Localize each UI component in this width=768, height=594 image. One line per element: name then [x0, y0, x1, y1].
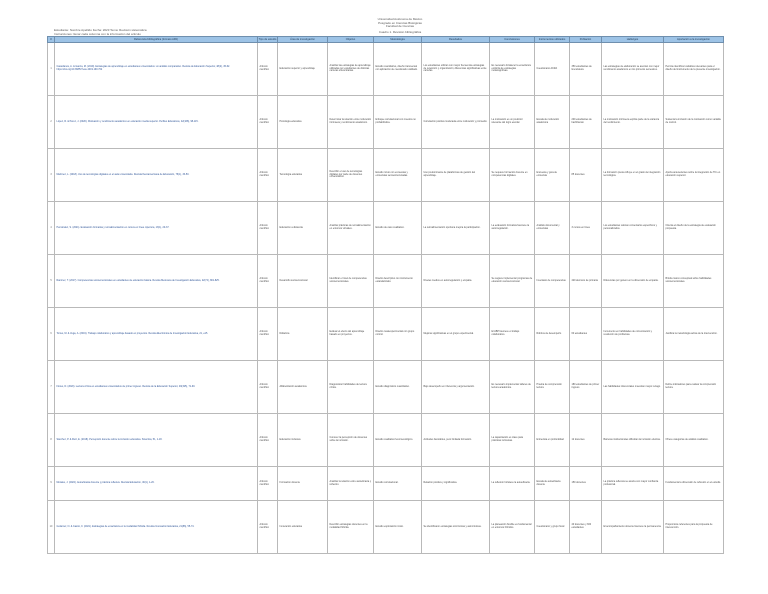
cell-text: El ABP favorece el trabajo colaborativo.	[491, 330, 520, 336]
table-row	[48, 467, 724, 501]
table-cell-hall	[602, 43, 664, 96]
table-cell-hall	[602, 467, 664, 501]
cell-text: 40 docentes y 300 estudiantes	[571, 523, 592, 529]
table-cell-res	[422, 255, 490, 308]
cell-text: Fundamenta la dimensión de reflexión en el estudio.	[665, 481, 721, 485]
table-cell-met	[374, 96, 422, 149]
cell-text: Las habilidades inferenciales muestran mayor rezago.	[603, 384, 661, 388]
cell-text: Estudio cuantitativo, diseño transversal con aplicación de cuestionario validado.	[375, 65, 418, 71]
cell-text: Artículo científico	[259, 277, 269, 283]
cell-text: Los estudiantes valoran comentarios específicos y personalizados.	[603, 224, 657, 230]
table-cell-n	[48, 255, 55, 308]
table-row	[48, 255, 724, 308]
document-title: Cuadro 1. Revisión bibliográfica	[378, 29, 422, 34]
table-cell-inst	[535, 255, 570, 308]
table-cell-conc	[490, 43, 535, 96]
table-cell-conc	[490, 202, 535, 255]
table-cell-area	[278, 96, 328, 149]
cell-text: Diseño cuasiexperimental con grupo control.	[375, 330, 415, 336]
cell-text: Artículo científico	[259, 436, 269, 442]
cell-text: Martínez, L. (2018). Uso de tecnologías digitales en el aula universitaria. Revista Iberoamericana de Educación, 76(1), 33-50.	[56, 172, 190, 176]
table-cell-pob	[570, 43, 602, 96]
column-header: Conclusiones	[490, 37, 535, 43]
table-cell-tipo	[258, 255, 278, 308]
cell-text: Las estrategias de elaboración se asocian con mejor rendimiento académico en los primeros semestres.	[603, 65, 660, 71]
table-cell-ref	[55, 361, 258, 414]
table-cell-aport	[664, 96, 724, 149]
table-cell-ref	[55, 43, 258, 96]
table-cell-n	[48, 149, 55, 202]
table-cell-conc	[490, 361, 535, 414]
table-cell-obj	[328, 414, 374, 467]
column-header: Referencia bibliográfica (formato APA)	[55, 37, 258, 43]
table-cell-n	[48, 467, 55, 501]
cell-text: Uso predominante de plataformas de gestión del aprendizaje.	[423, 171, 476, 177]
cell-text: 2	[50, 119, 52, 123]
table-cell-aport	[664, 501, 724, 554]
cell-text: 5	[50, 278, 52, 282]
table-cell-aport	[664, 202, 724, 255]
table-row	[48, 501, 724, 554]
table-cell-tipo	[258, 202, 278, 255]
table-row	[48, 43, 724, 96]
cell-text: Artículo científico	[259, 224, 269, 230]
cell-text: La evaluación formativa favorece la autorregulación.	[491, 224, 530, 230]
table-cell-hall	[602, 501, 664, 554]
cell-text: 7	[50, 384, 52, 388]
table-cell-met	[374, 361, 422, 414]
cell-text: La capacitación es clave para prácticas inclusivas.	[491, 436, 523, 442]
cell-text: Conocer la percepción de docentes sobre la inclusión.	[329, 436, 368, 442]
column-header: Tipo de estudio	[258, 38, 277, 41]
table-cell-met	[374, 43, 422, 96]
cell-text: Ofrece categorías de análisis cualitativo.	[665, 437, 709, 441]
table-cell-area	[278, 149, 328, 202]
table-cell-aport	[664, 467, 724, 501]
table-cell-tipo	[258, 414, 278, 467]
table-cell-conc	[490, 308, 535, 361]
table-cell-pob	[570, 501, 602, 554]
table-cell-tipo	[258, 501, 278, 554]
cell-text: Cuestionario y grupo focal	[536, 524, 565, 528]
table-cell-area	[278, 43, 328, 96]
table-cell-aport	[664, 414, 724, 467]
table-cell-res	[422, 149, 490, 202]
cell-text: La retroalimentación oportuna mejora la participación.	[423, 225, 481, 229]
cell-text: El acompañamiento docente favorece la permanencia.	[603, 524, 662, 528]
cell-text: 10	[49, 524, 53, 528]
cell-text: Hernández, S. (2021). Evaluación formativa y retroalimentación en cursos en línea. Apertura, 13(1), 20-37.	[56, 225, 170, 229]
table-row	[48, 96, 724, 149]
cell-text: Es necesario fortalecer la enseñanza explícita de estrategias metacognitivas.	[491, 63, 531, 73]
table-cell-aport	[664, 43, 724, 96]
column-header: Área de investigación	[278, 37, 328, 43]
cell-text: Didáctica	[279, 331, 290, 335]
cell-text: 3 cursos en línea	[571, 225, 590, 229]
cell-text: Escala de motivación académica	[536, 118, 560, 124]
cell-text: Artículo científico	[259, 479, 269, 486]
cell-text: Artículo científico	[259, 383, 269, 389]
meta-line-2: Instrucciones: llenar cada columna con la información del artículo	[54, 31, 141, 36]
cell-text: 60 estudiantes	[571, 331, 588, 335]
table-cell-pob	[570, 467, 602, 501]
table-cell-hall	[602, 202, 664, 255]
table-cell-tipo	[258, 96, 278, 149]
column-header: Hallazgos	[602, 37, 664, 43]
table-cell-inst	[535, 501, 570, 554]
table-cell-inst	[535, 202, 570, 255]
cell-text: 12 docentes	[571, 437, 585, 441]
table-cell-met	[374, 501, 422, 554]
cell-text: Ramírez, T. (2017). Competencias socioemocionales en estudiantes de educación básica. Revista Mexicana de Investigación Educativa, 22(74), 801-825.	[56, 278, 220, 282]
cell-text: Artículo científico	[259, 330, 269, 336]
table-cell-met	[374, 308, 422, 361]
cell-text: Prueba de comprensión lectora	[536, 383, 562, 389]
cell-text: Se sugiere implementar programas de educación socioemocional.	[491, 277, 533, 283]
cell-text: Sánchez, P. & Ruiz, E. (2018). Percepción docente sobre la inclusión educativa. Sinéctica, 51, 1-18.	[56, 437, 163, 441]
table-cell-inst	[535, 308, 570, 361]
table-cell-inst	[535, 43, 570, 96]
table-cell-met	[374, 202, 422, 255]
table-cell-conc	[490, 96, 535, 149]
column-header: Aportación a la investigación	[664, 37, 724, 43]
table-cell-inst	[535, 361, 570, 414]
review-table	[47, 36, 724, 554]
table-cell-met	[374, 149, 422, 202]
cell-text: Proporciona referentes para la propuesta de intervención.	[665, 523, 713, 529]
cell-text: Tecnología educativa	[279, 172, 302, 176]
table-cell-n	[48, 414, 55, 467]
cell-text: Gutiérrez, N. & Castro, F. (2021). Estrategias de enseñanza en la modalidad híbrida. Revista Innovación Educativa, 21(86), 55-74.	[56, 524, 195, 528]
cell-text: Flores, D. (2020). Lectura crítica en estudiantes universitarios de primer ingreso. Revista de la Educación Superior, 49(195), 71-90.	[56, 384, 196, 388]
table-cell-inst	[535, 414, 570, 467]
cell-text: Inventario de competencias	[536, 278, 566, 282]
cell-text: Castellanos, A. & García, M. (2019). Estrategias de aprendizaje en estudiantes universitarios: un análisis comparativo. Revista de Educación Superior, 48(2), 45-62. https://doi.org/10.36857/resu.2019.190.702	[56, 65, 231, 71]
cell-text: Rúbrica de desempeño	[536, 331, 562, 335]
table-cell-ref	[55, 414, 258, 467]
cell-text: Relación positiva y significativa.	[423, 481, 458, 485]
table-cell-inst	[535, 96, 570, 149]
cell-text: Se requiere formación docente en competencias digitales.	[491, 171, 528, 177]
cell-text: Análisis documental y entrevistas	[536, 224, 560, 230]
header-line-3: Facultad de Ciencias	[385, 24, 414, 29]
table-cell-res	[422, 43, 490, 96]
cell-text: Barreras institucionales dificultan la inclusión efectiva.	[603, 437, 661, 441]
cell-text: Estudio correlacional.	[375, 481, 399, 485]
cell-text: Determinar la relación entre motivación intrínseca y rendimiento académico.	[329, 118, 372, 124]
table-cell-n	[48, 361, 55, 414]
cell-text: Los estudiantes utilizan con mayor frecuencia estrategias de repetición y organización; diferencias significativas entre carreras.	[423, 63, 487, 73]
table-cell-inst	[535, 467, 570, 501]
cell-text: Describir el uso de tecnologías digitales por parte de docentes universitarios.	[329, 169, 363, 179]
table-cell-met	[374, 414, 422, 467]
table-cell-pob	[570, 255, 602, 308]
cell-text: Aporta antecedentes sobre la integración de TIC en educación superior.	[665, 171, 721, 177]
cell-text: Alfabetización académica	[279, 384, 307, 388]
table-cell-pob	[570, 96, 602, 149]
table-cell-area	[278, 467, 328, 501]
cell-text: Permite identificar variables relevantes para el diseño del instrumento de la presente investigación.	[665, 65, 721, 71]
table-cell-n	[48, 202, 55, 255]
table-cell-conc	[490, 255, 535, 308]
table-cell-area	[278, 414, 328, 467]
cell-text: López, R. & Pérez, J. (2020). Motivación y rendimiento académico en educación media superior. Perfiles Educativos, 42(168), 98-115.	[56, 119, 199, 123]
table-cell-obj	[328, 255, 374, 308]
table-cell-obj	[328, 202, 374, 255]
cell-text: Brinda marco conceptual sobre habilidades socioemocionales.	[665, 277, 712, 283]
table-cell-area	[278, 501, 328, 554]
table-row	[48, 361, 724, 414]
table-cell-obj	[328, 96, 374, 149]
cell-text: Psicología educativa	[279, 119, 302, 123]
cell-text: Artículo científico	[259, 65, 269, 71]
table-cell-tipo	[258, 467, 278, 501]
table-cell-obj	[328, 467, 374, 501]
table-cell-tipo	[258, 361, 278, 414]
cell-text: La práctica reflexiva se asocia con mayor confianza profesional.	[603, 479, 659, 486]
column-header: Población	[570, 37, 602, 43]
cell-text: Identificar el nivel de competencias socioemocionales.	[329, 277, 367, 283]
table-cell-conc	[490, 467, 535, 501]
table-cell-hall	[602, 308, 664, 361]
table-cell-hall	[602, 96, 664, 149]
column-header: Metodología	[374, 37, 422, 43]
table-cell-tipo	[258, 149, 278, 202]
header-line-2: Posgrado en Ciencias Biológicas	[378, 20, 422, 25]
table-cell-tipo	[258, 43, 278, 96]
cell-text: 8	[50, 437, 52, 441]
table-cell-conc	[490, 414, 535, 467]
cell-text: Artículo científico	[259, 171, 269, 177]
cell-text: Analizar prácticas de retroalimentación en entornos virtuales.	[329, 224, 371, 230]
cell-text: 85 docentes	[571, 172, 585, 176]
cell-text: 3	[50, 172, 52, 176]
column-header: Resultados	[422, 37, 490, 43]
table-cell-aport	[664, 149, 724, 202]
cell-text: Educación superior y aprendizaje	[279, 66, 315, 70]
column-header: #	[48, 37, 55, 43]
cell-text: La formación previa influye en el grado de integración tecnológica.	[603, 171, 661, 177]
cell-text: Actitudes favorables, pero limitada formación.	[423, 437, 472, 441]
table-cell-ref	[55, 202, 258, 255]
meta-line-1: Estudiante: Nombre Apellido Fecha: 2023 Tema: Revisión sistemática	[54, 28, 147, 32]
cell-text: Entrevista en profundidad	[536, 437, 564, 441]
table-cell-pob	[570, 414, 602, 467]
cell-text: La reflexión fortalece la autoeficacia.	[491, 481, 531, 485]
table-cell-pob	[570, 202, 602, 255]
table-row	[48, 149, 724, 202]
cell-text: Torres, M. & Vega, A. (2019). Trabajo colaborativo y aprendizaje basado en proyectos. Revista Electrónica de Investigación Educativa, 21, e15.	[56, 331, 208, 335]
cell-text: 1	[50, 66, 52, 70]
cell-text: Correlación positiva moderada entre motivación y promedio.	[423, 119, 488, 123]
cell-text: Orienta el diseño de la estrategia de evaluación propuesta.	[665, 224, 717, 230]
table-cell-n	[48, 43, 55, 96]
cell-text: Evaluar el efecto del aprendizaje basado en proyectos.	[329, 330, 365, 336]
table-cell-hall	[602, 361, 664, 414]
cell-text: 6	[50, 331, 52, 335]
cell-text: Estudio cualitativo fenomenológico.	[375, 437, 413, 441]
cell-text: Desarrollo socioemocional	[279, 278, 308, 282]
table-row	[48, 308, 724, 361]
table-cell-met	[374, 467, 422, 501]
table-cell-inst	[535, 149, 570, 202]
table-cell-met	[374, 255, 422, 308]
table-cell-obj	[328, 308, 374, 361]
table-cell-conc	[490, 501, 535, 554]
cell-text: La motivación es un predictor relevante del logro escolar.	[491, 118, 523, 124]
table-cell-ref	[55, 308, 258, 361]
cell-text: Estudio mixto con encuestas y entrevistas semiestructuradas.	[375, 171, 408, 177]
table-cell-res	[422, 96, 490, 149]
table-cell-res	[422, 308, 490, 361]
table-cell-pob	[570, 149, 602, 202]
cell-text: Estudio diagnóstico cuantitativo.	[375, 384, 410, 388]
cell-text: 180 estudiantes de primer ingreso	[571, 383, 600, 389]
table-cell-aport	[664, 255, 724, 308]
table-cell-pob	[570, 308, 602, 361]
cell-text: Cuestionario ACRA	[536, 66, 558, 70]
table-cell-res	[422, 501, 490, 554]
cell-text: Morales, J. (2022). Autoeficacia docente y práctica reflexiva. Revista Educación, 46(1), 1-20.	[56, 481, 155, 485]
table-cell-hall	[602, 149, 664, 202]
cell-text: 4	[50, 225, 52, 229]
table-cell-area	[278, 361, 328, 414]
cell-text: 9	[50, 481, 52, 485]
table-cell-obj	[328, 149, 374, 202]
cell-text: Educación a distancia	[279, 225, 303, 229]
table-cell-obj	[328, 43, 374, 96]
table-cell-hall	[602, 255, 664, 308]
cell-text: Define indicadores para evaluar la comprensión lectora.	[665, 383, 717, 389]
table-cell-obj	[328, 361, 374, 414]
cell-text: Diagnosticar habilidades de lectura crítica.	[329, 383, 367, 389]
cell-text: Formación docente	[279, 481, 300, 485]
table-cell-ref	[55, 501, 258, 554]
table-cell-res	[422, 467, 490, 501]
cell-text: Mejoras significativas en el grupo experimental.	[423, 331, 474, 335]
table-row	[48, 202, 724, 255]
table-row	[48, 414, 724, 467]
cell-text: Sustenta la inclusión de la motivación como variable de control.	[665, 118, 721, 124]
cell-text: Diferencias por género en la dimensión de empatía.	[603, 278, 659, 282]
cell-text: Bajo desempeño en inferencia y argumentación.	[423, 384, 475, 388]
document-header	[300, 18, 500, 34]
column-header: Instrumentos utilizados	[535, 37, 570, 43]
cell-text: 200 estudiantes de bachillerato	[571, 118, 592, 124]
header-line-1: Universidad Autónoma de México	[377, 17, 423, 21]
cell-text: Artículo científico	[259, 523, 269, 529]
cell-text: La planeación flexible es fundamental en entornos híbridos.	[491, 523, 532, 529]
table-cell-area	[278, 308, 328, 361]
table-body	[48, 43, 724, 554]
cell-text: Justifica la metodología activa de la intervención.	[665, 331, 718, 335]
table-cell-res	[422, 202, 490, 255]
cell-text: Educación inclusiva	[279, 437, 301, 441]
table-cell-ref	[55, 149, 258, 202]
cell-text: Estudio exploratorio mixto.	[375, 524, 404, 528]
cell-text: 150 docentes	[571, 481, 586, 485]
cell-text: Estudio de caso cualitativo.	[375, 225, 405, 229]
cell-text: Niveles medios en autorregulación y empatía.	[423, 278, 473, 282]
cell-text: Diseño descriptivo con instrumento estandarizado.	[375, 277, 413, 283]
table-cell-ref	[55, 96, 258, 149]
table-cell-pob	[570, 361, 602, 414]
table-cell-ref	[55, 255, 258, 308]
cell-text: 420 alumnos de primaria	[571, 278, 598, 282]
table-cell-res	[422, 414, 490, 467]
cell-text: Enfoque correlacional con muestra no probabilística.	[375, 118, 416, 124]
table-cell-n	[48, 501, 55, 554]
table-cell-n	[48, 96, 55, 149]
table-cell-obj	[328, 501, 374, 554]
table-cell-hall	[602, 414, 664, 467]
cell-text: Escala de autoeficacia docente	[536, 479, 561, 486]
table-cell-aport	[664, 308, 724, 361]
cell-text: Se identificaron estrategias sincrónicas y asincrónicas.	[423, 524, 482, 528]
review-table-container	[47, 36, 723, 554]
cell-text: La motivación intrínseca explica parte de la varianza del rendimiento.	[603, 118, 660, 124]
cell-text: Describir estrategias docentes en la modalidad híbrida.	[329, 523, 368, 529]
cell-text: Analizar las estrategias de aprendizaje utilizadas por estudiantes de distintas carreras universitarias.	[329, 63, 371, 73]
cell-text: 350 estudiantes de licenciatura	[571, 65, 592, 71]
cell-text: Artículo científico	[259, 118, 269, 124]
table-cell-n	[48, 308, 55, 361]
table-cell-res	[422, 361, 490, 414]
cell-text: Encuesta y guía de entrevista	[536, 171, 557, 177]
column-header: Objetivo	[328, 37, 374, 43]
table-cell-conc	[490, 149, 535, 202]
cell-text: Incremento en habilidades de comunicación y resolución de problemas.	[603, 330, 653, 336]
cell-text: Es necesario implementar talleres de lectura académica.	[491, 383, 531, 389]
table-cell-ref	[55, 467, 258, 501]
cell-text: Analizar la relación entre autoeficacia y reflexión.	[329, 479, 372, 486]
table-cell-aport	[664, 361, 724, 414]
table-cell-area	[278, 202, 328, 255]
table-cell-tipo	[258, 308, 278, 361]
cell-text: Innovación educativa	[279, 524, 302, 528]
table-cell-area	[278, 255, 328, 308]
